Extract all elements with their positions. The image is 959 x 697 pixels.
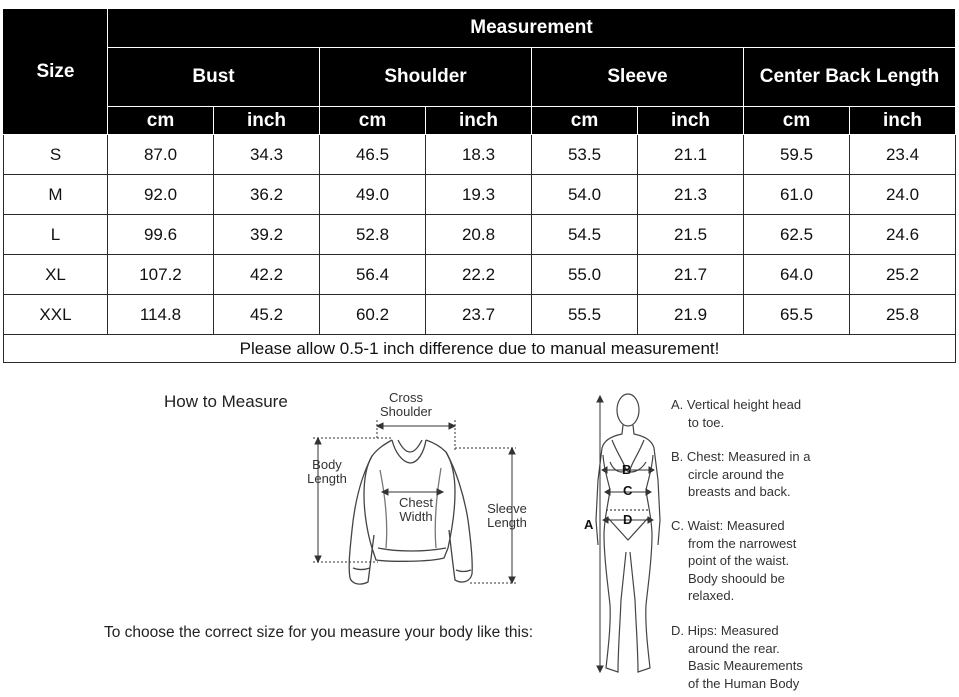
category-shoulder: Shoulder	[320, 48, 532, 107]
how-to-measure-title: How to Measure	[164, 392, 288, 411]
figure-letter-c: C	[623, 483, 633, 498]
category-center-back-length: Center Back Length	[744, 48, 956, 107]
sleeve-length-label: Sleeve Length	[487, 501, 527, 530]
legend-line: from the narrowest	[688, 535, 797, 551]
table-row	[4, 255, 956, 295]
legend-line: D. Hips: Measured	[671, 623, 779, 638]
legend-line: C. Waist: Measured	[671, 518, 785, 533]
value-cell: 92.0	[108, 175, 214, 215]
value-cell: 56.4	[320, 255, 426, 295]
unit-header: cm	[320, 107, 426, 135]
value-cell: 55.5	[532, 295, 638, 335]
size-header: Size	[4, 9, 108, 135]
value-cell: 42.2	[214, 255, 320, 295]
instruction-text: To choose the correct size for you measure your body like this:	[104, 624, 534, 641]
value-cell: 107.2	[108, 255, 214, 295]
legend-line: point of the waist.	[688, 553, 790, 568]
value-cell: 21.1	[638, 135, 744, 175]
size-cell: S	[4, 135, 108, 175]
table-row	[4, 135, 956, 175]
table-row	[4, 295, 956, 335]
legend-line: to toe.	[688, 414, 725, 430]
value-cell: 24.0	[850, 175, 956, 215]
legend-line: of the Human Body	[688, 675, 800, 691]
category-bust: Bust	[108, 48, 320, 107]
value-cell: 99.6	[108, 215, 214, 255]
legend-line: breasts and back.	[688, 484, 791, 499]
value-cell: 53.5	[532, 135, 638, 175]
value-cell: 39.2	[214, 215, 320, 255]
value-cell: 52.8	[320, 215, 426, 255]
chest-width-label: Chest Width	[399, 495, 433, 524]
legend-line: circle around the	[688, 466, 785, 482]
figure-letter-a: A	[584, 517, 594, 532]
table-row	[4, 175, 956, 215]
value-cell: 87.0	[108, 135, 214, 175]
figure-letter-d: D	[623, 512, 633, 527]
size-cell: L	[4, 215, 108, 255]
legend-item-d	[671, 622, 846, 692]
unit-header: cm	[744, 107, 850, 135]
body-length-label: Body Length	[307, 457, 347, 486]
value-cell: 36.2	[214, 175, 320, 215]
unit-header: cm	[108, 107, 214, 135]
value-cell: 18.3	[426, 135, 532, 175]
legend-item-c	[671, 517, 846, 605]
value-cell: 61.0	[744, 175, 850, 215]
value-cell: 64.0	[744, 255, 850, 295]
size-chart-table	[3, 8, 956, 363]
legend-line: Basic Meaurements	[688, 658, 803, 673]
value-cell: 114.8	[108, 295, 214, 335]
unit-header: inch	[850, 107, 956, 135]
unit-header: inch	[214, 107, 320, 135]
unit-header: cm	[532, 107, 638, 135]
legend-line: relaxed.	[688, 588, 735, 603]
table-row	[4, 215, 956, 255]
value-cell: 23.4	[850, 135, 956, 175]
legend-item-a	[671, 396, 846, 431]
value-cell: 62.5	[744, 215, 850, 255]
measurement-note: Please allow 0.5-1 inch difference due to manual measurement!	[4, 335, 956, 363]
value-cell: 23.7	[426, 295, 532, 335]
legend-line: A. Vertical height head	[671, 397, 802, 412]
value-cell: 21.3	[638, 175, 744, 215]
legend-line: B. Chest: Measured in a	[671, 449, 811, 464]
value-cell: 19.3	[426, 175, 532, 215]
cross-shoulder-label: Cross Shoulder	[379, 390, 433, 419]
value-cell: 25.2	[850, 255, 956, 295]
value-cell: 54.5	[532, 215, 638, 255]
value-cell: 54.0	[532, 175, 638, 215]
size-cell: XL	[4, 255, 108, 295]
value-cell: 59.5	[744, 135, 850, 175]
unit-header: inch	[426, 107, 532, 135]
value-cell: 20.8	[426, 215, 532, 255]
value-cell: 21.9	[638, 295, 744, 335]
value-cell: 55.0	[532, 255, 638, 295]
legend-line: Body shoould be	[688, 570, 785, 586]
size-cell: XXL	[4, 295, 108, 335]
value-cell: 22.2	[426, 255, 532, 295]
unit-header: inch	[638, 107, 744, 135]
value-cell: 24.6	[850, 215, 956, 255]
size-cell: M	[4, 175, 108, 215]
measurement-header: Measurement	[108, 9, 956, 48]
legend-line: around the rear.	[688, 640, 780, 656]
value-cell: 65.5	[744, 295, 850, 335]
value-cell: 45.2	[214, 295, 320, 335]
legend-item-b	[671, 448, 846, 501]
figure-letter-b: B	[622, 462, 632, 477]
value-cell: 60.2	[320, 295, 426, 335]
value-cell: 49.0	[320, 175, 426, 215]
value-cell: 25.8	[850, 295, 956, 335]
category-sleeve: Sleeve	[532, 48, 744, 107]
value-cell: 34.3	[214, 135, 320, 175]
value-cell: 21.5	[638, 215, 744, 255]
value-cell: 21.7	[638, 255, 744, 295]
value-cell: 46.5	[320, 135, 426, 175]
